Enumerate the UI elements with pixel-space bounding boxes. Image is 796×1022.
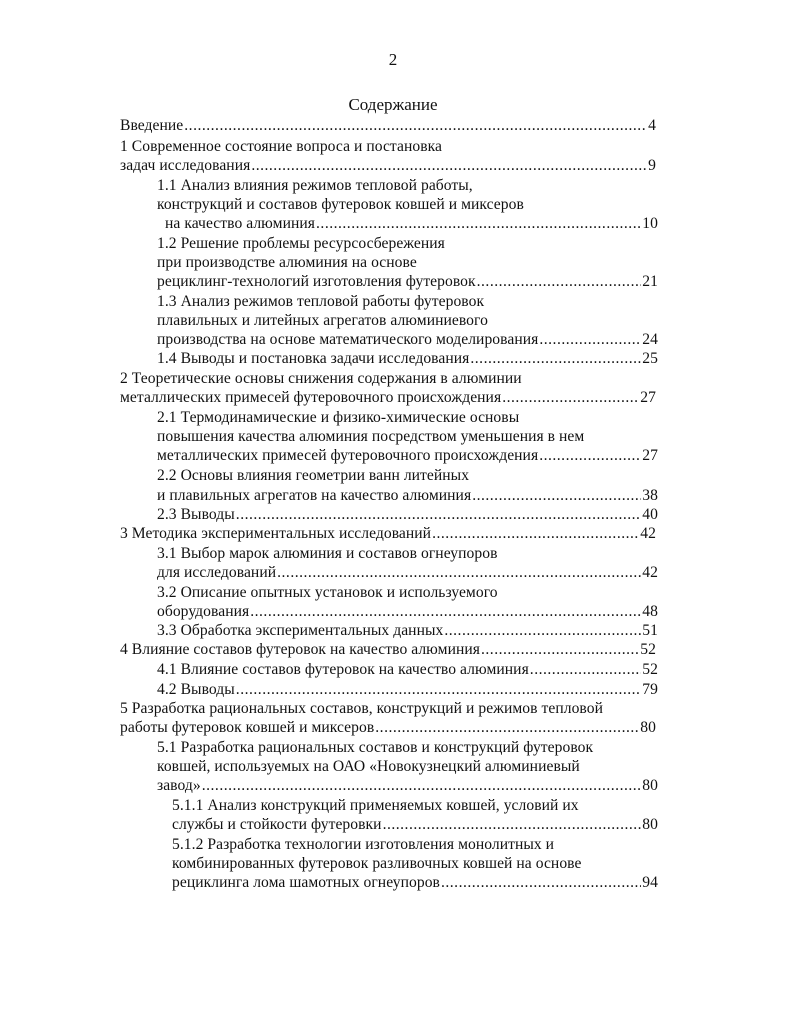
toc-entry-5-1-line-2: ковшей, используемых на ОАО «Новокузнецкий алюминиевый bbox=[157, 758, 580, 775]
toc-page-number: 80 bbox=[642, 816, 658, 833]
toc-entry-2-line-1: 2 Теоретические основы снижения содержания в алюминии bbox=[120, 370, 522, 387]
toc-entry-text: металлических примесей футеровочного происхождения bbox=[157, 447, 539, 464]
toc-entry-3-1[interactable] bbox=[157, 563, 658, 582]
leader-dots bbox=[481, 640, 639, 659]
toc-entry-4-1[interactable] bbox=[157, 660, 658, 679]
toc-entry-text: работы футеровок ковшей и миксеров bbox=[120, 719, 375, 736]
toc-entry-2-1-line-2: повышения качества алюминия посредством уменьшения в нем bbox=[157, 428, 585, 445]
toc-page-number: 42 bbox=[642, 564, 658, 581]
toc-entry-text: службы и стойкости футеровки bbox=[172, 816, 382, 833]
toc-entry-text: и плавильных агрегатов на качество алюминия bbox=[157, 487, 472, 504]
toc-entry-text: рециклинг-технологий изготовления футеровок bbox=[157, 273, 476, 290]
toc-page-number: 48 bbox=[642, 603, 658, 620]
toc-entry-text: 4.1 Влияние составов футеровок на качество алюминия bbox=[157, 661, 529, 678]
toc-entry-text: 1.4 Выводы и постановка задачи исследования bbox=[157, 350, 470, 367]
toc-page-number: 9 bbox=[648, 157, 656, 174]
toc-page-number: 38 bbox=[642, 487, 658, 504]
toc-entry-2-1-line-1: 2.1 Термодинамические и физико-химические основы bbox=[157, 409, 520, 426]
toc-entry-intro[interactable] bbox=[120, 116, 656, 135]
toc-page-number: 27 bbox=[640, 389, 656, 406]
leader-dots bbox=[477, 272, 642, 291]
toc-page-number: 94 bbox=[642, 874, 658, 891]
toc-entry-5-1-2-line-2: комбинированных футеровок разливочных ковшей на основе bbox=[172, 855, 582, 872]
leader-dots bbox=[383, 815, 642, 834]
leader-dots bbox=[202, 776, 642, 795]
toc-entry-1-3-line-2: плавильных и литейных агрегатов алюминиевого bbox=[157, 312, 488, 329]
toc-entry-2-2-line-1: 2.2 Основы влияния геометрии ванн литейных bbox=[157, 467, 470, 484]
toc-page-number: 80 bbox=[640, 719, 656, 736]
toc-entry-text: металлических примесей футеровочного происхождения bbox=[120, 389, 502, 406]
toc-page-number: 21 bbox=[642, 273, 658, 290]
toc-page-number: 25 bbox=[642, 350, 658, 367]
toc-entry-5-1[interactable] bbox=[157, 776, 658, 795]
toc-entry-2-2[interactable] bbox=[157, 486, 658, 505]
toc-entry-3-1-line-1: 3.1 Выбор марок алюминия и составов огнеупоров bbox=[157, 545, 498, 562]
leader-dots bbox=[472, 486, 641, 505]
leader-dots bbox=[236, 505, 642, 524]
toc-entry-2[interactable] bbox=[120, 388, 656, 407]
toc-entry-text: задач исследования bbox=[120, 157, 251, 174]
toc-entry-1[interactable] bbox=[120, 156, 656, 175]
leader-dots bbox=[375, 718, 639, 737]
toc-entry-5-1-1[interactable] bbox=[172, 815, 658, 834]
leader-dots bbox=[470, 349, 641, 368]
toc-page-number: 80 bbox=[642, 777, 658, 794]
toc-entry-text: 4.2 Выводы bbox=[157, 681, 235, 698]
toc-entry-text: 3 Методика экспериментальных исследований bbox=[120, 525, 432, 542]
toc-entry-2-1[interactable] bbox=[157, 446, 658, 465]
toc-entry-4-2[interactable] bbox=[157, 680, 658, 699]
toc-entry-text: завод» bbox=[157, 777, 201, 794]
leader-dots bbox=[539, 330, 641, 349]
toc-entry-5-1-2[interactable] bbox=[172, 873, 658, 892]
toc-entry-text: на качество алюминия bbox=[165, 215, 316, 232]
toc-page-number: 52 bbox=[642, 661, 658, 678]
leader-dots bbox=[251, 156, 647, 175]
toc-title: Содержание bbox=[348, 95, 438, 114]
leader-dots bbox=[316, 214, 641, 233]
toc-entry-1-1-line-2: конструкций и составов футеровок ковшей и миксеров bbox=[157, 196, 524, 213]
toc-entry-1-3[interactable] bbox=[157, 330, 658, 349]
leader-dots bbox=[530, 660, 642, 679]
toc-entry-text: рециклинга лома шамотных огнеупоров bbox=[172, 874, 440, 891]
toc-entry-3-3[interactable] bbox=[157, 621, 658, 640]
toc-entry-1-2[interactable] bbox=[157, 272, 658, 291]
toc-page-number: 24 bbox=[642, 331, 658, 348]
toc-entry-1-2-line-1: 1.2 Решение проблемы ресурсосбережения bbox=[157, 235, 445, 252]
toc-page-number: 52 bbox=[640, 641, 656, 658]
toc-entry-4[interactable] bbox=[120, 640, 656, 659]
toc-entry-5-1-line-1: 5.1 Разработка рациональных составов и конструкций футеровок bbox=[157, 739, 594, 756]
toc-entry-1-4[interactable] bbox=[157, 349, 658, 368]
toc-entry-3[interactable] bbox=[120, 524, 656, 543]
toc-page-number: 40 bbox=[642, 506, 658, 523]
leader-dots bbox=[502, 388, 639, 407]
toc-entry-5[interactable] bbox=[120, 718, 656, 737]
toc-entry-3-2-line-1: 3.2 Описание опытных установок и используемого bbox=[157, 584, 498, 601]
toc-page-number: 42 bbox=[640, 525, 656, 542]
toc-entry-text: Введение bbox=[120, 117, 184, 134]
toc-entry-text: для исследований bbox=[157, 564, 277, 581]
toc-entry-text: 2.3 Выводы bbox=[157, 506, 235, 523]
toc-entry-1-1[interactable] bbox=[157, 214, 658, 233]
leader-dots bbox=[539, 446, 641, 465]
toc-entry-text: оборудования bbox=[157, 603, 250, 620]
toc-entry-5-1-2-line-1: 5.1.2 Разработка технологии изготовления монолитных и bbox=[172, 836, 555, 853]
toc-entry-text: производства на основе математического моделирования bbox=[157, 331, 539, 348]
toc-entry-1-2-line-2: при производстве алюминия на основе bbox=[157, 254, 417, 271]
toc-entry-1-3-line-1: 1.3 Анализ режимов тепловой работы футеровок bbox=[157, 293, 485, 310]
toc-page-number: 4 bbox=[648, 117, 656, 134]
toc-entry-1-line-1: 1 Современное состояние вопроса и постановка bbox=[120, 138, 442, 155]
leader-dots bbox=[432, 524, 639, 543]
toc-page-number: 27 bbox=[642, 447, 658, 464]
leader-dots bbox=[444, 621, 641, 640]
leader-dots bbox=[236, 680, 642, 699]
toc-entry-text: 4 Влияние составов футеровок на качество алюминия bbox=[120, 641, 480, 658]
page-number: 2 bbox=[388, 50, 398, 69]
toc-page-number: 51 bbox=[642, 622, 658, 639]
toc-entry-5-1-1-line-1: 5.1.1 Анализ конструкций применяемых ковшей, условий их bbox=[172, 797, 579, 814]
toc-page-number: 79 bbox=[642, 681, 658, 698]
leader-dots bbox=[277, 563, 641, 582]
leader-dots bbox=[441, 873, 641, 892]
toc-entry-2-3[interactable] bbox=[157, 505, 658, 524]
toc-page-number: 10 bbox=[642, 215, 658, 232]
toc-entry-3-2[interactable] bbox=[157, 602, 658, 621]
toc-entry-1-1-line-1: 1.1 Анализ влияния режимов тепловой работы, bbox=[157, 177, 473, 194]
toc-entry-5-line-1: 5 Разработка рациональных составов, конструкций и режимов тепловой bbox=[120, 700, 603, 717]
leader-dots bbox=[184, 116, 647, 135]
leader-dots bbox=[250, 602, 641, 621]
toc-entry-text: 3.3 Обработка экспериментальных данных bbox=[157, 622, 444, 639]
